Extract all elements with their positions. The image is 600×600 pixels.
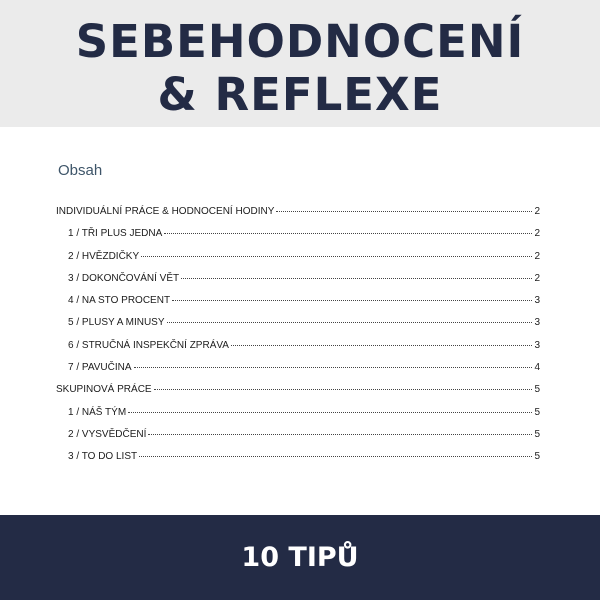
- footer-label: 10 TIPŮ: [241, 542, 359, 573]
- toc-entry-dokoncovani-vet[interactable]: [56, 273, 540, 295]
- toc-entry-na-sto-procent[interactable]: [56, 295, 540, 317]
- toc-entry-label: 3 / TO DO LIST: [68, 451, 138, 463]
- toc-page-number: 5: [534, 428, 540, 440]
- toc-leader-dots: [231, 345, 532, 346]
- toc-leader-dots: [134, 367, 533, 368]
- toc-entry-plusy-a-minusy[interactable]: [56, 317, 540, 339]
- toc-page-number: 5: [534, 406, 540, 418]
- toc-entry-label: 1 / NÁŠ TÝM: [68, 406, 127, 418]
- toc-leader-dots: [167, 322, 533, 323]
- toc-leader-dots: [181, 278, 532, 279]
- toc-leader-dots: [128, 412, 532, 413]
- toc-entry-label: 6 / STRUČNÁ INSPEKČNÍ ZPRÁVA: [68, 339, 229, 351]
- toc-leader-dots: [141, 256, 532, 257]
- toc-page-number: 3: [534, 339, 540, 351]
- toc-entry-label: INDIVIDUÁLNÍ PRÁCE & HODNOCENÍ HODINY: [56, 206, 275, 217]
- toc-page-number: 5: [534, 384, 540, 396]
- toc-leader-dots: [154, 389, 533, 390]
- toc-page-number: 3: [534, 317, 540, 329]
- toc-leader-dots: [276, 211, 532, 212]
- toc-page-number: 2: [534, 206, 540, 217]
- toc-entry-to-do-list[interactable]: [56, 451, 540, 473]
- toc-page-number: 5: [534, 451, 540, 463]
- toc-leader-dots: [172, 300, 532, 301]
- toc-entry-label: 5 / PLUSY A MINUSY: [68, 317, 165, 329]
- toc-entry-pavucina[interactable]: [56, 362, 540, 384]
- toc-heading: Obsah: [58, 162, 103, 179]
- toc-entry-skupinova-prace[interactable]: [56, 384, 540, 406]
- toc-entry-strucna-inspekcni-zprava[interactable]: [56, 340, 540, 362]
- toc-entry-individual-work[interactable]: [56, 206, 540, 228]
- toc-entry-label: SKUPINOVÁ PRÁCE: [56, 384, 152, 396]
- toc-entry-hvezdicky[interactable]: [56, 251, 540, 273]
- toc-page-number: 3: [534, 295, 540, 307]
- toc-entry-tri-plus-jedna[interactable]: [56, 228, 540, 250]
- toc-page-number: 2: [534, 228, 540, 240]
- toc-page-number: 2: [534, 272, 540, 284]
- toc-entry-label: 1 / TŘI PLUS JEDNA: [68, 228, 163, 240]
- toc-page-number: 2: [534, 250, 540, 262]
- toc-entry-label: 2 / VYSVĚDČENÍ: [68, 428, 147, 440]
- toc-leader-dots: [148, 434, 532, 435]
- page-title-line-2: & REFLEXE: [157, 68, 443, 121]
- table-of-contents: [56, 206, 540, 474]
- toc-entry-label: 3 / DOKONČOVÁNÍ VĚT: [68, 272, 180, 284]
- toc-entry-label: 2 / HVĚZDIČKY: [68, 250, 140, 262]
- page-title-line-1: SEBEHODNOCENÍ: [75, 15, 525, 68]
- toc-leader-dots: [139, 456, 532, 457]
- toc-leader-dots: [164, 233, 532, 234]
- toc-entry-label: 4 / NA STO PROCENT: [68, 295, 171, 307]
- toc-entry-vysvedceni[interactable]: [56, 429, 540, 451]
- toc-entry-label: 7 / PAVUČINA: [68, 362, 132, 374]
- toc-entry-nas-tym[interactable]: [56, 407, 540, 429]
- toc-page-number: 4: [534, 362, 540, 374]
